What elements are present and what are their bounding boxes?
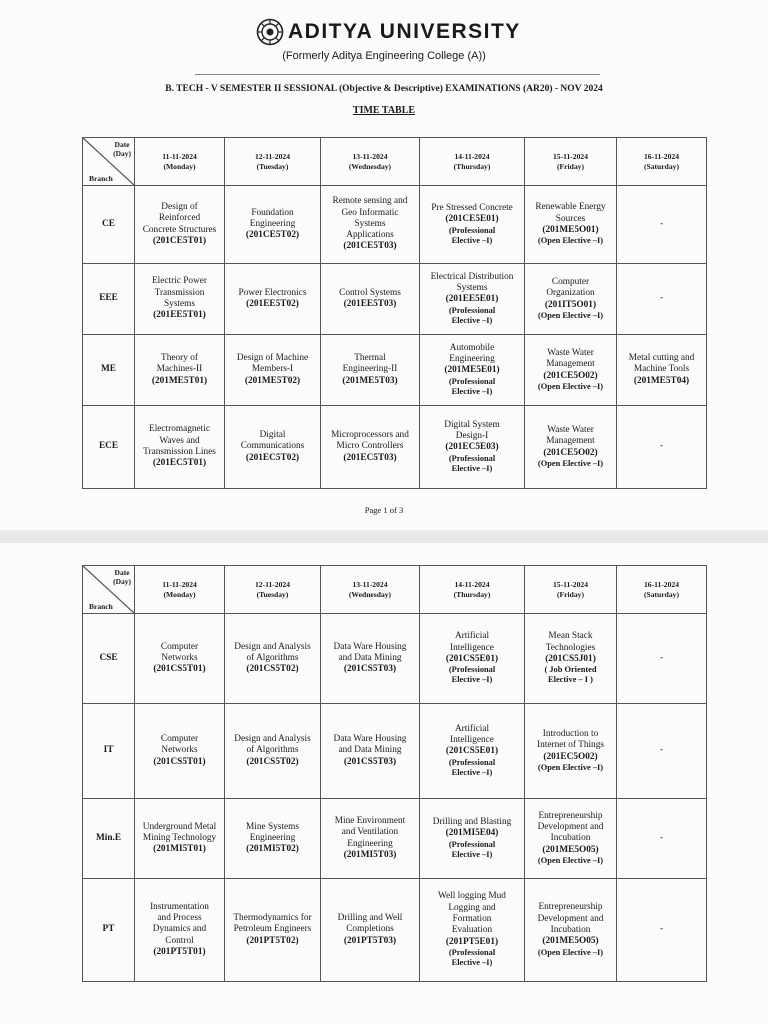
subject-name-line: Waste Water: [547, 347, 594, 358]
subject-name-line: Management: [546, 359, 595, 370]
subject-code: (201EC5E03): [445, 442, 499, 453]
subject-cell: [135, 335, 225, 406]
subject-name-line: Mine Systems: [246, 821, 299, 832]
corner-day: (Day): [113, 149, 131, 158]
subject-code: (201PT5T01): [153, 946, 206, 957]
branch-row: [83, 614, 707, 704]
subject-code: (201EC5O02): [543, 751, 598, 762]
subject-name-line: Drilling and Well: [337, 913, 403, 923]
subject-name-line: Electromagnetic: [149, 424, 210, 435]
subject-cell: [617, 264, 707, 335]
column-date: 11-11-2024: [162, 152, 197, 162]
subject-name-line: Microprocessors and: [331, 430, 409, 440]
subject-name-line: Machines-II: [156, 364, 203, 375]
subject-code: (201EC5T01): [152, 458, 207, 469]
subject-name-line: Electrical Distribution: [430, 271, 514, 282]
column-day: (Thursday): [453, 589, 491, 599]
column-date: 12-11-2024: [254, 580, 290, 590]
subject-name-line: Communications: [240, 441, 305, 452]
subject-name-line: Instrumentation: [150, 901, 209, 912]
subject-name-line: -: [659, 924, 664, 935]
subject-cell: [225, 186, 321, 264]
subject-cell: [321, 264, 420, 335]
subject-cell: [225, 704, 321, 799]
subject-name-line: Data Ware Housing: [333, 641, 407, 652]
university-name: ADITYA UNIVERSITY: [288, 20, 521, 43]
subject-name-line: Incubation: [550, 833, 591, 844]
subject-name-line: Completions: [346, 924, 394, 935]
corner-date-label: [113, 568, 131, 586]
subject-code: (201PT5E01): [445, 936, 499, 947]
subject-code: (201ME5T03): [342, 375, 398, 386]
subject-name-line: Design and Analysis: [234, 734, 311, 744]
subject-cell: [225, 264, 321, 335]
subject-cell: [525, 264, 617, 335]
subject-name-line: Development and: [537, 822, 604, 833]
subject-cell: [225, 614, 321, 704]
subject-code: (201MI5T02): [246, 844, 299, 855]
subject-name-line: Engineering: [449, 354, 495, 365]
subject-name-line: Underground Metal: [142, 821, 217, 832]
subject-name-line: Reinforced: [158, 213, 201, 224]
branch-row: [83, 264, 707, 335]
subject-cell: [321, 335, 420, 406]
subject-cell: [525, 704, 617, 799]
subject-name-line: Technologies: [545, 642, 596, 653]
subject-cell: [525, 335, 617, 406]
subject-cell: [321, 879, 420, 982]
subject-name-line: Electric Power: [152, 276, 207, 287]
formerly-subtitle: (Formerly Aditya Engineering College (A)): [282, 50, 486, 62]
date-branch-corner: [83, 138, 135, 186]
subject-cell: [525, 406, 617, 489]
subject-code: (201CE5O02): [543, 370, 598, 381]
subject-code: (201CS5E01): [445, 746, 499, 757]
subject-cell: [617, 406, 707, 489]
subject-cell: [321, 799, 420, 879]
subject-name-line: Management: [546, 436, 595, 447]
subject-name-line: Artificial: [454, 631, 490, 642]
column-day: (Monday): [163, 161, 196, 171]
elective-note: (Professional: [448, 665, 496, 675]
branch-name: ECE: [83, 406, 135, 489]
subject-name-line: -: [659, 745, 664, 756]
subject-name-line: Sources: [555, 213, 586, 224]
subject-cell: [420, 406, 525, 489]
column-date: 12-11-2024: [254, 152, 290, 162]
branch-row: [83, 879, 707, 982]
subject-name-line: Digital: [259, 430, 286, 440]
subject-name-line: -: [659, 832, 664, 843]
elective-note: (Professional: [448, 453, 496, 463]
column-header: [420, 138, 525, 186]
subject-name-line: Waste Water: [547, 424, 594, 435]
branch-row: [83, 335, 707, 406]
subject-name-line: Pre Stressed Concrete: [431, 202, 513, 213]
subject-code: (201ME5T02): [244, 375, 301, 386]
subject-name-line: Geo Informatic: [341, 207, 399, 218]
page-2: [0, 543, 768, 1024]
subject-name-line: Entrepreneurship: [538, 810, 603, 821]
corner-date-label: [113, 140, 131, 158]
column-date: 16-11-2024: [643, 152, 679, 162]
subject-cell: [617, 879, 707, 982]
branch-row: [83, 704, 707, 799]
subject-name-line: Organization: [546, 288, 595, 299]
subject-name-line: Introduction to: [542, 728, 599, 739]
elective-note: Elective –I): [451, 315, 493, 325]
subject-code: (201CS5T02): [246, 664, 299, 675]
column-day: (Wednesday): [348, 589, 392, 599]
subject-name-line: Computer: [551, 276, 590, 287]
subject-name-line: and Ventilation: [341, 827, 399, 838]
column-date: 15-11-2024: [552, 580, 588, 590]
subject-code: (201EE5T02): [246, 299, 299, 309]
subject-code: (201PT5T03): [343, 935, 397, 946]
subject-name-line: Well logging Mud: [438, 891, 506, 902]
subject-name-line: Engineering: [249, 218, 296, 229]
branch-name: ME: [83, 335, 135, 406]
column-day: (Friday): [557, 589, 584, 599]
column-day: (Tuesday): [256, 589, 289, 599]
subject-cell: [420, 799, 525, 879]
subject-name-line: Computer: [160, 734, 199, 744]
column-date: 14-11-2024: [454, 580, 490, 590]
subject-cell: [135, 879, 225, 982]
column-day: (Friday): [557, 161, 584, 171]
subject-cell: [525, 186, 617, 264]
elective-note: Elective –I): [451, 463, 493, 473]
subject-name-line: Design-I: [455, 431, 489, 442]
subject-code: (201EE5E01): [445, 294, 499, 305]
subject-cell: [225, 799, 321, 879]
subject-name-line: Thermal: [354, 353, 386, 363]
subject-name-line: Engineering-II: [342, 364, 398, 375]
elective-note: ( Job Oriented: [544, 665, 597, 675]
elective-note: (Professional: [448, 757, 496, 767]
column-day: (Monday): [163, 589, 196, 599]
subject-name-line: and Data Mining: [338, 652, 402, 663]
subject-code: (201ME5T01): [151, 375, 208, 386]
column-day: (Tuesday): [256, 161, 289, 171]
subject-cell: [321, 704, 420, 799]
column-header: [225, 138, 321, 186]
subject-code: (201EE5T01): [153, 310, 206, 321]
column-date: 14-11-2024: [454, 152, 490, 162]
column-date: 13-11-2024: [352, 152, 388, 162]
subject-name-line: Micro Controllers: [336, 441, 404, 452]
subject-cell: [321, 186, 420, 264]
branch-name: Min.E: [83, 799, 135, 879]
subject-name-line: Formation: [452, 914, 492, 925]
subject-code: (201CE5T02): [245, 230, 300, 241]
subject-name-line: Machine Tools: [633, 364, 690, 375]
subject-code: (201CE5T01): [152, 235, 207, 246]
subject-name-line: Renewable Energy: [535, 202, 606, 213]
subject-code: (201CS5E01): [445, 653, 499, 664]
column-header: [321, 138, 420, 186]
column-date: 15-11-2024: [552, 152, 588, 162]
elective-note: (Open Elective –I): [537, 856, 604, 866]
elective-note: (Professional: [448, 839, 496, 849]
column-header: [135, 138, 225, 186]
subject-name-line: and Process: [157, 913, 202, 923]
subject-name-line: Applications: [346, 230, 394, 241]
subject-name-line: Design of: [161, 201, 198, 212]
subject-name-line: Design and Analysis: [234, 641, 311, 652]
subject-name-line: Drilling and Blasting: [432, 816, 512, 827]
elective-note: (Professional: [448, 948, 496, 958]
branch-row: [83, 799, 707, 879]
subject-name-line: Waves and: [159, 435, 200, 446]
subject-cell: [135, 614, 225, 704]
subject-name-line: -: [659, 293, 664, 304]
corner-date: Date: [114, 140, 130, 149]
subject-name-line: Data Ware Housing: [333, 734, 407, 744]
column-header: [135, 566, 225, 614]
subject-code: (201MI5E04): [445, 828, 499, 839]
subject-code: (201CS5T01): [153, 756, 206, 767]
university-logo: [256, 18, 521, 46]
subject-name-line: and Data Mining: [338, 745, 402, 756]
column-header: [617, 138, 707, 186]
subject-cell: [617, 704, 707, 799]
subject-name-line: Networks: [161, 652, 198, 663]
subject-cell: [525, 799, 617, 879]
subject-cell: [617, 335, 707, 406]
subject-name-line: of Algorithms: [246, 652, 299, 663]
column-day: (Thursday): [453, 161, 491, 171]
subject-name-line: Development and: [537, 913, 604, 924]
corner-date: Date: [114, 568, 130, 577]
university-emblem-icon: [256, 18, 284, 46]
subject-name-line: Artificial: [454, 723, 490, 734]
date-branch-corner: [83, 566, 135, 614]
elective-note: (Open Elective –I): [537, 762, 604, 772]
exam-title: B. TECH - V SEMESTER II SESSIONAL (Objective & Descriptive) EXAMINATIONS (AR20) - NOV 2024: [165, 84, 603, 94]
subject-name-line: Transmission: [154, 287, 205, 298]
subject-cell: [225, 879, 321, 982]
subject-name-line: Transmission Lines: [143, 447, 216, 457]
subject-cell: [420, 264, 525, 335]
subject-name-line: -: [659, 441, 664, 452]
elective-note: Elective –I): [451, 849, 493, 859]
subject-code: (201EC5T03): [343, 452, 397, 463]
subject-name-line: Remote sensing and: [332, 196, 408, 207]
elective-note: Elective –I): [451, 958, 493, 968]
branch-name: CE: [83, 186, 135, 264]
subject-name-line: Concrete Structures: [142, 224, 217, 235]
subject-cell: [135, 704, 225, 799]
subject-name-line: Engineering: [249, 832, 296, 843]
subject-code: (201MI5T01): [153, 844, 206, 855]
subject-code: (201CE5T03): [343, 241, 397, 252]
subject-cell: [420, 186, 525, 264]
page-number: Page 1 of 3: [364, 505, 404, 515]
subject-name-line: Mining Technology: [142, 832, 217, 843]
branch-name: IT: [83, 704, 135, 799]
subject-name-line: Control Systems: [339, 287, 401, 298]
column-header: [321, 566, 420, 614]
subject-code: (201PT5T02): [246, 935, 299, 946]
corner-day: (Day): [113, 577, 131, 586]
subject-name-line: Automobile: [449, 342, 495, 353]
subject-name-line: Incubation: [550, 924, 591, 935]
subject-name-line: of Algorithms: [246, 745, 299, 756]
subject-name-line: Design of Machine: [236, 353, 309, 363]
column-header: [420, 566, 525, 614]
subject-code: (201EC5T02): [245, 452, 300, 463]
column-date: 11-11-2024: [162, 580, 197, 590]
subject-name-line: Intelligence: [450, 735, 494, 746]
elective-note: (Open Elective –I): [537, 381, 604, 391]
subject-name-line: -: [659, 652, 664, 663]
subject-cell: [321, 406, 420, 489]
column-header: [225, 566, 321, 614]
subject-code: (201MI5T03): [343, 849, 397, 860]
subject-code: (201CS5J01): [545, 653, 596, 664]
subject-cell: [617, 799, 707, 879]
branch-row: [83, 406, 707, 489]
subject-name-line: Control: [165, 935, 194, 946]
subject-cell: [420, 879, 525, 982]
header-row: [83, 566, 707, 614]
elective-note: Elective –I): [451, 386, 493, 396]
subject-name-line: Intelligence: [450, 642, 494, 653]
column-day: (Saturday): [643, 161, 680, 171]
column-day: (Saturday): [643, 589, 680, 599]
subject-name-line: Logging and: [448, 902, 496, 913]
subject-name-line: Evaluation: [451, 925, 493, 936]
subject-code: (201ME5O01): [542, 225, 599, 236]
subject-name-line: Systems: [164, 299, 195, 309]
corner-branch-label: Branch: [89, 601, 113, 611]
elective-note: (Open Elective –I): [537, 947, 604, 957]
subject-code: (201IT5O01): [544, 299, 597, 310]
subject-cell: [617, 186, 707, 264]
subject-name-line: Theory of: [161, 353, 198, 363]
subject-code: (201CE5E01): [445, 214, 499, 225]
timetable-2: [82, 565, 707, 982]
subject-name-line: Entrepreneurship: [538, 902, 603, 913]
elective-note: (Professional: [448, 305, 496, 315]
subject-name-line: Mean Stack: [548, 631, 593, 642]
elective-note: Elective –I): [451, 767, 493, 777]
column-header: [525, 138, 617, 186]
subject-cell: [135, 799, 225, 879]
subject-name-line: -: [659, 218, 664, 229]
subject-code: (201CS5T01): [153, 664, 206, 675]
subject-name-line: Thermodynamics for: [233, 913, 312, 923]
subject-cell: [225, 335, 321, 406]
subject-name-line: Systems: [456, 283, 488, 294]
subject-code: (201ME5T04): [633, 375, 690, 386]
subject-name-line: Mine Environment: [334, 815, 406, 826]
corner-branch-label: Branch: [89, 173, 113, 183]
elective-note: Elective – I ): [548, 675, 593, 685]
subject-cell: [135, 186, 225, 264]
subject-cell: [525, 879, 617, 982]
column-date: 16-11-2024: [643, 580, 679, 590]
subject-name-line: Networks: [161, 745, 198, 756]
subject-code: (201ME5O05): [542, 844, 599, 855]
elective-note: Elective –I): [451, 235, 493, 245]
subject-name-line: Engineering: [347, 838, 393, 849]
elective-note: (Open Elective –I): [537, 310, 604, 320]
subject-name-line: Members-I: [251, 364, 294, 375]
subject-name-line: Computer: [160, 641, 199, 652]
elective-note: (Open Elective –I): [537, 458, 604, 468]
elective-note: (Professional: [448, 225, 496, 235]
subject-code: (201CS5T03): [343, 664, 397, 675]
subject-name-line: Power Electronics: [238, 287, 307, 298]
subject-name-line: Digital System: [444, 419, 500, 430]
subject-name-line: Internet of Things: [537, 740, 604, 751]
subject-cell: [420, 614, 525, 704]
branch-name: PT: [83, 879, 135, 982]
subject-name-line: Metal cutting and: [628, 353, 695, 363]
subject-code: (201EE5T03): [343, 299, 397, 309]
elective-note: (Professional: [448, 376, 496, 386]
subject-cell: [420, 335, 525, 406]
divider: [195, 74, 600, 75]
subject-cell: [525, 614, 617, 704]
subject-cell: [135, 406, 225, 489]
time-table-heading: TIME TABLE: [352, 105, 416, 116]
header-row: [83, 138, 707, 186]
subject-cell: [617, 614, 707, 704]
subject-name-line: Dynamics and: [152, 924, 207, 935]
branch-name: EEE: [83, 264, 135, 335]
subject-code: (201CS5T03): [343, 756, 397, 767]
subject-cell: [225, 406, 321, 489]
subject-code: (201CE5O02): [543, 447, 598, 458]
subject-cell: [321, 614, 420, 704]
subject-code: (201ME5E01): [444, 365, 500, 376]
column-day: (Wednesday): [348, 161, 392, 171]
subject-cell: [135, 264, 225, 335]
subject-code: (201CS5T02): [246, 756, 299, 767]
elective-note: Elective –I): [451, 675, 493, 685]
elective-note: (Open Elective –I): [537, 236, 604, 246]
subject-name-line: Foundation: [251, 207, 294, 218]
column-header: [525, 566, 617, 614]
subject-name-line: Petroleum Engineers: [233, 924, 312, 935]
branch-row: [83, 186, 707, 264]
subject-name-line: Systems: [354, 218, 386, 229]
branch-name: CSE: [83, 614, 135, 704]
column-date: 13-11-2024: [352, 580, 388, 590]
column-header: [617, 566, 707, 614]
subject-code: (201ME5O05): [542, 936, 599, 947]
subject-cell: [420, 704, 525, 799]
timetable-1: [82, 137, 707, 489]
